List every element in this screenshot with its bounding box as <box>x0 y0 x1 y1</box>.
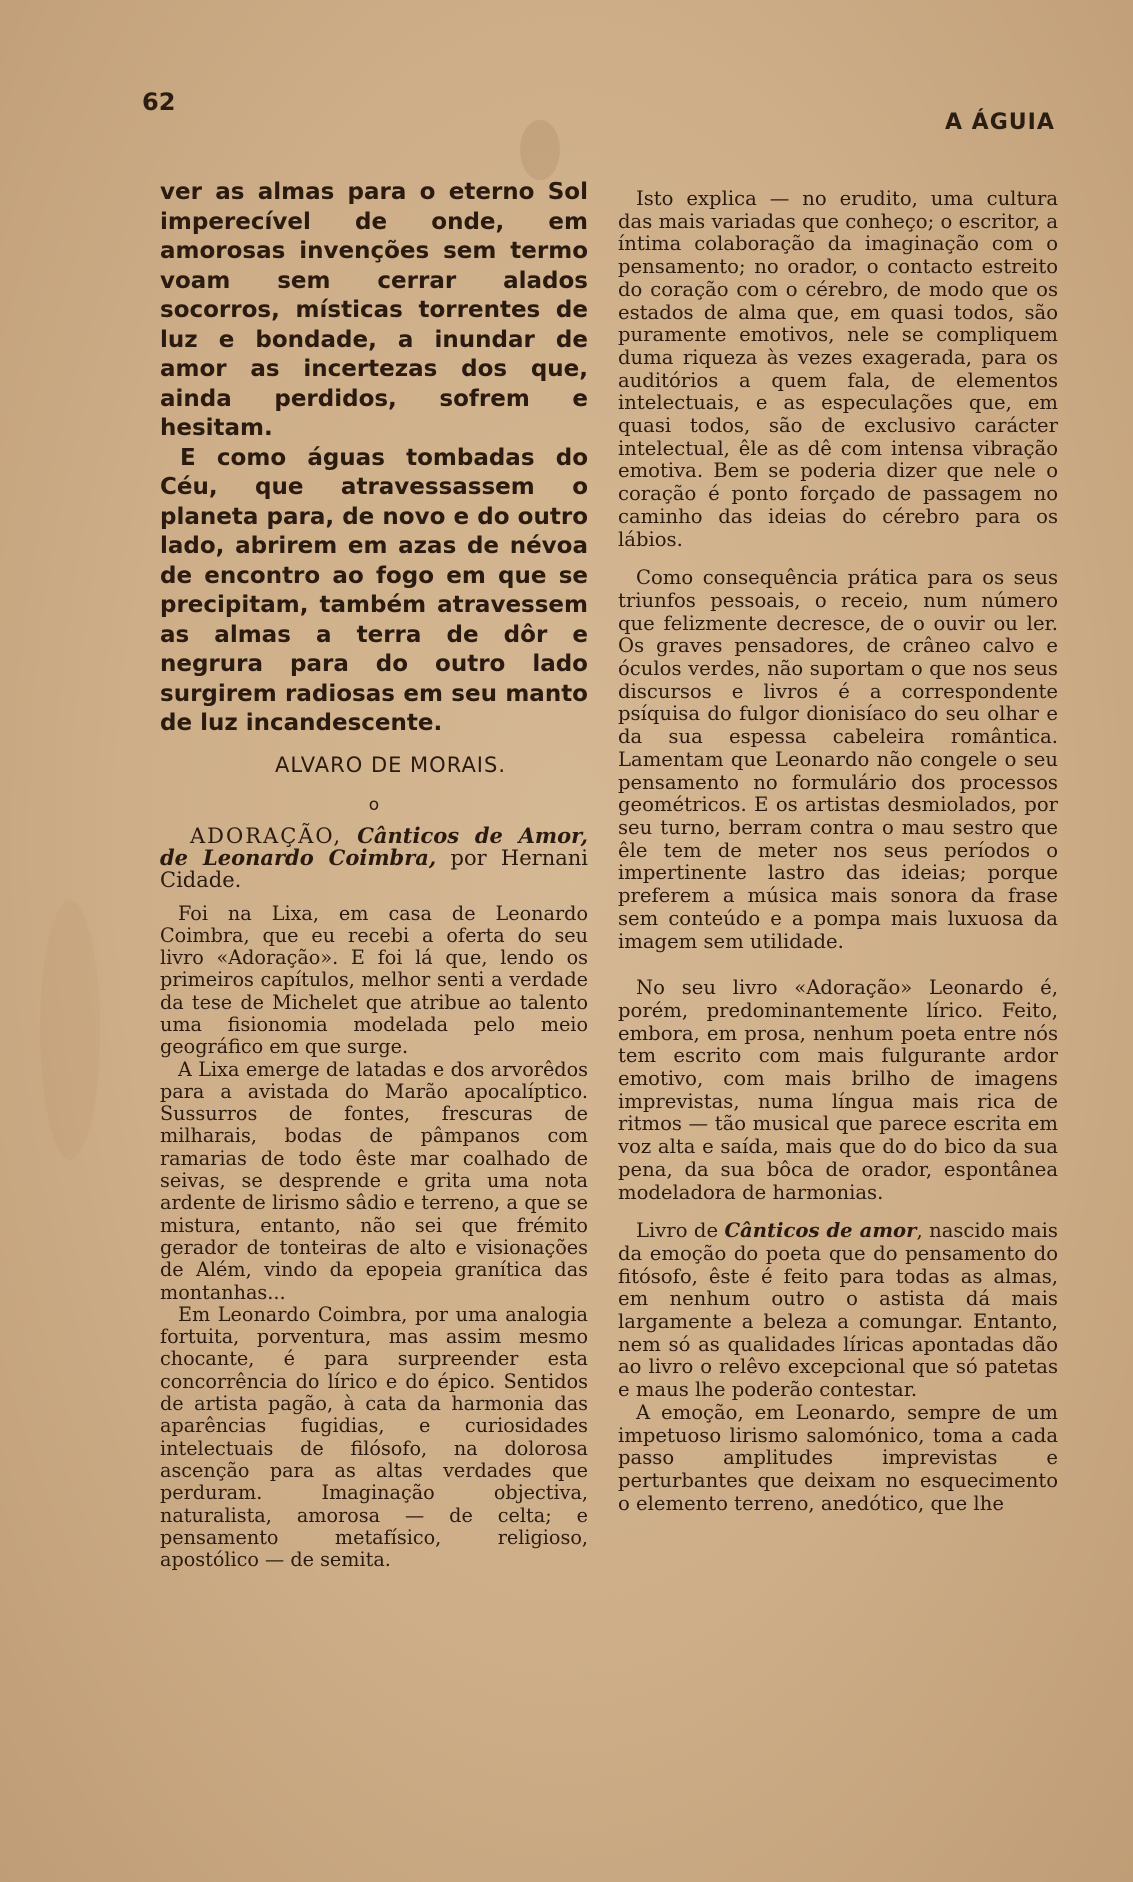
left-column <box>160 178 588 1571</box>
body-paragraph: Isto explica — no erudito, uma cultura das mais variadas que conheço; o escritor, a íntima colaboração da imaginação com o pensamento; no orador, o contacto estreito do coração com o cérebro, de modo que os estados de alma que, em quasi todos, são puramente emotivos, nele se compliquem duma riqueza às vezes exagerada, para os auditórios a quem fala, de elementos intelectuais, e as especulações que, em quasi todos, são de exclusivo carácter intelectual, êle as dê com intensa vibração emotiva. Bem se poderia dizer que nele o coração é ponto forçado de passagem no caminho das ideias do cérebro para os lábios. <box>618 187 1058 551</box>
page-number: 62 <box>142 88 176 116</box>
body-paragraph: Em Leonardo Coimbra, por uma analogia fortuita, porventura, mas assim mesmo chocante, é para surpreender esta concorrência do lírico e do épico. Sentidos de artista pagão, à cata da harmonia das aparências fugidias, e curiosidades intelectuais de filósofo, na dolorosa ascenção para as altas verdades que perduram. Imaginação objectiva, naturalista, amorosa — de celta; e pensamento metafísico, religioso, apostólico — de semita. <box>160 1302 588 1572</box>
right-column <box>618 188 1058 1515</box>
body-paragraph: A Lixa emerge de latadas e dos arvorêdos para a avistada do Marão apocalíptico. Sussurros de fontes, frescuras de milharais, bodas de pâmpanos com ramarias de todo êste mar coalhado de seivas, se desprende e grita uma nota ardente de lirismo sâdio e terreno, a que se mistura, entanto, não sei que frémito gerador de tonteiras de alto e visionações de Além, vindo da epopeia granítica das montanhas... <box>160 1057 588 1304</box>
body-paragraph: Como consequência prática para os seus triunfos pessoais, o receio, num número que felizmente decresce, de o ouvir ou ler. Os graves pensadores, de crâneo calvo e óculos verdes, não suportam o que nos seus discursos e livros é a correspondente psíquisa do fulgor dionisíaco do seu olhar e da sua espessa cabeleira romântica. Lamentam que Leonardo não congele o seu pensamento no formulário dos processos geométricos. E os artistas desmiolados, por seu turno, berram contra o mau sestro que êle tem de meter nos seus períodos o impertinente lastro das ideias; porque preferem a música mais sonora da frase sem conteúdo e a pompa mais luxuosa da imagem sem utilidade. <box>618 566 1058 953</box>
poem-paragraph: E como águas tombadas do Céu, que atravessassem o planeta para, de novo e do outro lado, abrirem em azas de névoa de encontro ao fogo em que se precipitam, também atravessem as almas a terra de dôr e negrura para do outro lado surgirem radiosas em seu manto de luz incandescente. <box>160 444 588 736</box>
poem-paragraph: ver as almas para o eterno Sol imperecível de onde, em amorosas invenções sem termo voam sem cerrar alados socorros, místicas torrentes de luz e bondade, a inundar de amor as incertezas dos que, ainda perdidos, sofrem e hesitam. <box>160 179 588 441</box>
body-paragraph: A emoção, em Leonardo, sempre de um impetuoso lirismo salomónico, toma a cada passo amplitudes imprevistas e perturbantes que deixam no esquecimento o elemento terreno, anedótico, que lhe <box>618 1400 1058 1515</box>
running-title: A ÁGUIA <box>945 110 1055 135</box>
author-signature: ALVARO DE MORAIS. <box>275 752 507 777</box>
paper-stain <box>40 900 100 1160</box>
body-paragraph: No seu livro «Adoração» Leonardo é, porém, predominantemente lírico. Feito, embora, em prosa, nenhum poeta entre nós tem escrito com mais fulgurante ardor emotivo, com mais brilho de imagens imprevistas, numa língua mais rica de ritmos — tão musical que parece escrita em voz alta e saída, mais que do do bico da sua pena, da sua bôca de orador, espontânea modeladora de harmonias. <box>618 976 1058 1204</box>
review-heading <box>160 822 588 892</box>
review-title: ADORAÇÃO, <box>190 823 343 848</box>
review-byline: por Hernani Cidade. <box>160 845 588 892</box>
section-separator: o <box>368 794 380 815</box>
book-title-italic: Cânticos de amor <box>724 1219 917 1243</box>
paper-stain <box>520 120 560 180</box>
body-paragraph: Foi na Lixa, em casa de Leonardo Coimbra, que eu recebi a oferta do seu livro «Adoração». E foi lá que, lendo os primeiros capítulos, melhor senti a verdade da tese de Michelet que atribue ao talento uma fisionomia modelada pelo meio geográfico em que surge. <box>160 901 588 1059</box>
body-paragraph: Livro de Cânticos de amor, nascido mais da emoção do poeta que do pensamento do fitósofo, êste é feito para todas as almas, em nenhum outro o astista dá mais largamente a beleza a comungar. Entanto, nem só as qualidades líricas apontadas dão ao livro o relêvo excepcional que só patetas e maus lhe poderão contestar. <box>618 1219 1058 1402</box>
review-subtitle: Cânticos de Amor, de Leonardo Coimbra, <box>160 822 588 870</box>
